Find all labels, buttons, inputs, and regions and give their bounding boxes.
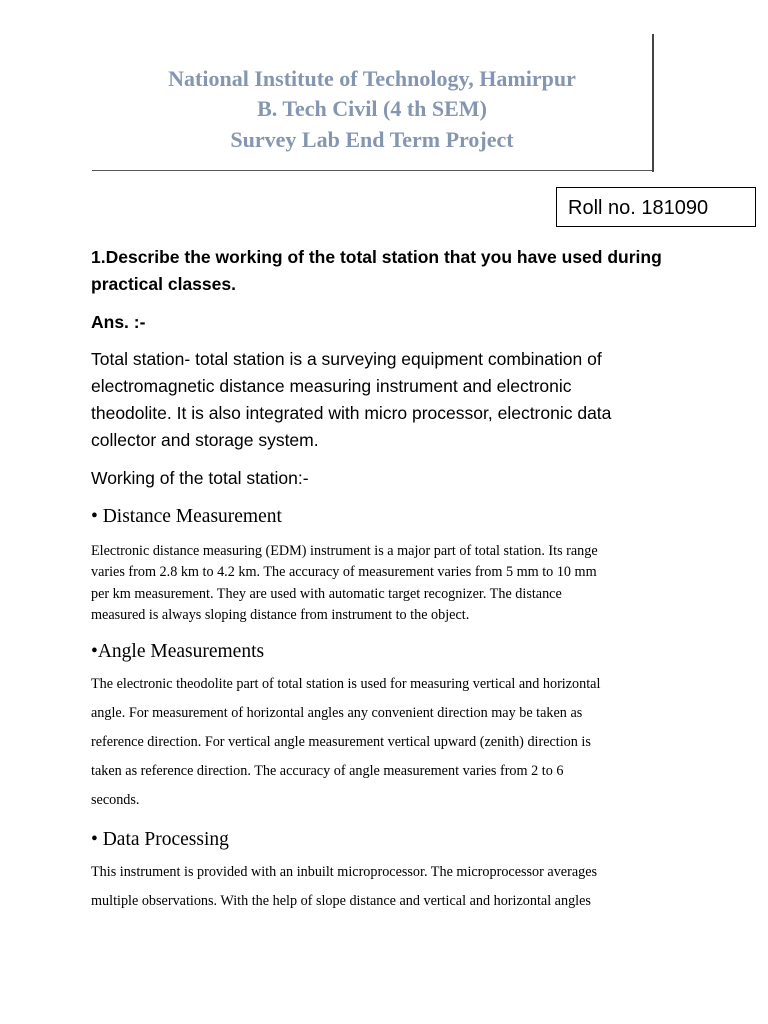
body-line: The electronic theodolite part of total station is used for measuring vertical and horizontal bbox=[91, 676, 601, 692]
body-line: seconds. bbox=[91, 792, 140, 808]
question bbox=[91, 244, 691, 298]
body-line: reference direction. For vertical angle measurement vertical upward (zenith) direction is bbox=[91, 734, 591, 750]
working-heading: Working of the total station:- bbox=[91, 468, 309, 488]
question-line: 1.Describe the working of the total station that you have used during bbox=[91, 247, 662, 267]
intro-line: Total station- total station is a surveying equipment combination of bbox=[91, 349, 602, 369]
body-line: angle. For measurement of horizontal angles any convenient direction may be taken as bbox=[91, 705, 583, 721]
section-body-angle bbox=[91, 670, 691, 815]
body-line: Electronic distance measuring (EDM) instrument is a major part of total station. Its range bbox=[91, 543, 598, 559]
body-line: multiple observations. With the help of slope distance and vertical and horizontal angles bbox=[91, 893, 591, 909]
body-line: This instrument is provided with an inbuilt microprocessor. The microprocessor averages bbox=[91, 864, 598, 880]
body-line: measured is always sloping distance from instrument to the object. bbox=[91, 607, 470, 624]
intro-line: theodolite. It is also integrated with micro processor, electronic data bbox=[91, 403, 612, 423]
body-line: per km measurement. They are used with automatic target recognizer. The distance bbox=[91, 585, 562, 602]
document-header bbox=[92, 58, 652, 171]
section-heading-data-processing: • Data Processing bbox=[91, 829, 229, 850]
section-body-distance bbox=[91, 541, 681, 627]
course-name: B. Tech Civil (4 th SEM) bbox=[257, 96, 487, 121]
header-vertical-rule bbox=[652, 34, 654, 172]
project-title: Survey Lab End Term Project bbox=[230, 127, 514, 152]
intro-line: electromagnetic distance measuring instrument and electronic bbox=[91, 376, 572, 396]
section-heading-distance: • Distance Measurement bbox=[91, 506, 282, 527]
roll-number-box: Roll no. 181090 bbox=[556, 187, 756, 227]
intro-paragraph bbox=[91, 346, 681, 454]
institute-name: National Institute of Technology, Hamirpur bbox=[168, 66, 576, 91]
question-line: practical classes. bbox=[91, 274, 236, 294]
section-body-data-processing bbox=[91, 858, 691, 916]
body-line: taken as reference direction. The accuracy of angle measurement varies from 2 to 6 bbox=[91, 763, 564, 779]
section-heading-angle: •Angle Measurements bbox=[91, 641, 265, 662]
body-line: varies from 2.8 km to 4.2 km. The accuracy of measurement varies from 5 mm to 10 mm bbox=[91, 564, 597, 581]
answer-label: Ans. :- bbox=[91, 312, 146, 332]
intro-line: collector and storage system. bbox=[91, 430, 319, 450]
